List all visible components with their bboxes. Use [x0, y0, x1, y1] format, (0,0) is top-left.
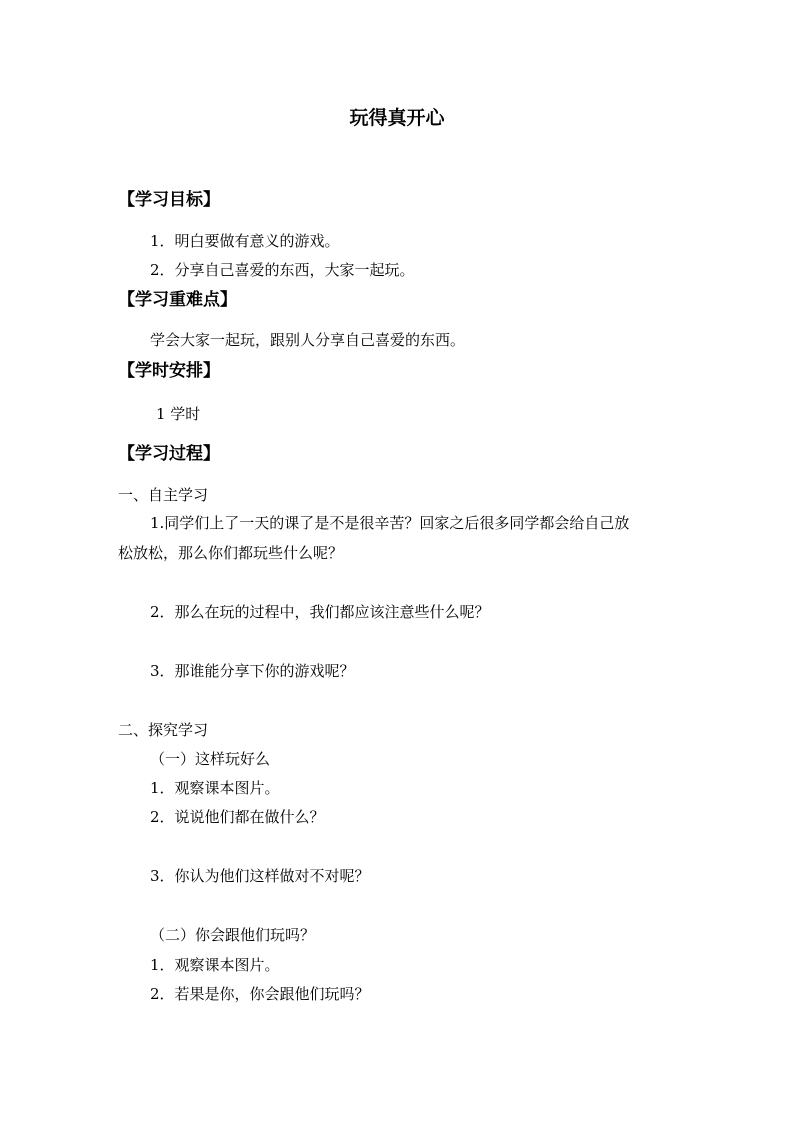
goal-item-1: 1．明白要做有意义的游戏。: [150, 232, 340, 250]
schedule-heading: 【学时安排】: [118, 361, 220, 381]
part2-sub1-heading: （一）这样玩好么: [150, 750, 271, 768]
part2-sub1-item-1: 1．观察课本图片。: [150, 779, 280, 797]
part1-question-3: 3．那谁能分享下你的游戏呢？: [150, 662, 355, 680]
part2-sub2-item-1: 1．观察课本图片。: [150, 956, 280, 974]
part1-question-1-line-1: 1.同学们上了一天的课了是不是很辛苦？回家之后很多同学都会给自己放: [150, 514, 630, 532]
part1-question-2: 2．那么在玩的过程中，我们都应该注意些什么呢？: [150, 603, 490, 621]
part2-heading: 二、探究学习: [118, 721, 209, 739]
process-heading: 【学习过程】: [118, 444, 220, 464]
part2-sub1-item-3: 3．你认为他们这样做对不对呢？: [150, 867, 370, 885]
part2-sub1-item-2: 2．说说他们都在做什么？: [150, 808, 325, 826]
page-title: 玩得真开心: [349, 107, 445, 129]
key-points-text: 学会大家一起玩，跟别人分享自己喜爱的东西。: [150, 331, 466, 349]
goals-heading: 【学习目标】: [118, 190, 220, 210]
schedule-text: 1 学时: [156, 405, 201, 423]
goal-item-2: 2．分享自己喜爱的东西，大家一起玩。: [150, 261, 415, 279]
part2-sub2-heading: （二）你会跟他们玩吗？: [150, 926, 316, 944]
part1-question-1-line-2: 松放松，那么你们都玩些什么呢？: [118, 544, 344, 562]
part2-sub2-item-2: 2．若果是你，你会跟他们玩吗？: [150, 985, 370, 1003]
part1-heading: 一、自主学习: [118, 486, 209, 504]
key-points-heading: 【学习重难点】: [118, 290, 237, 310]
